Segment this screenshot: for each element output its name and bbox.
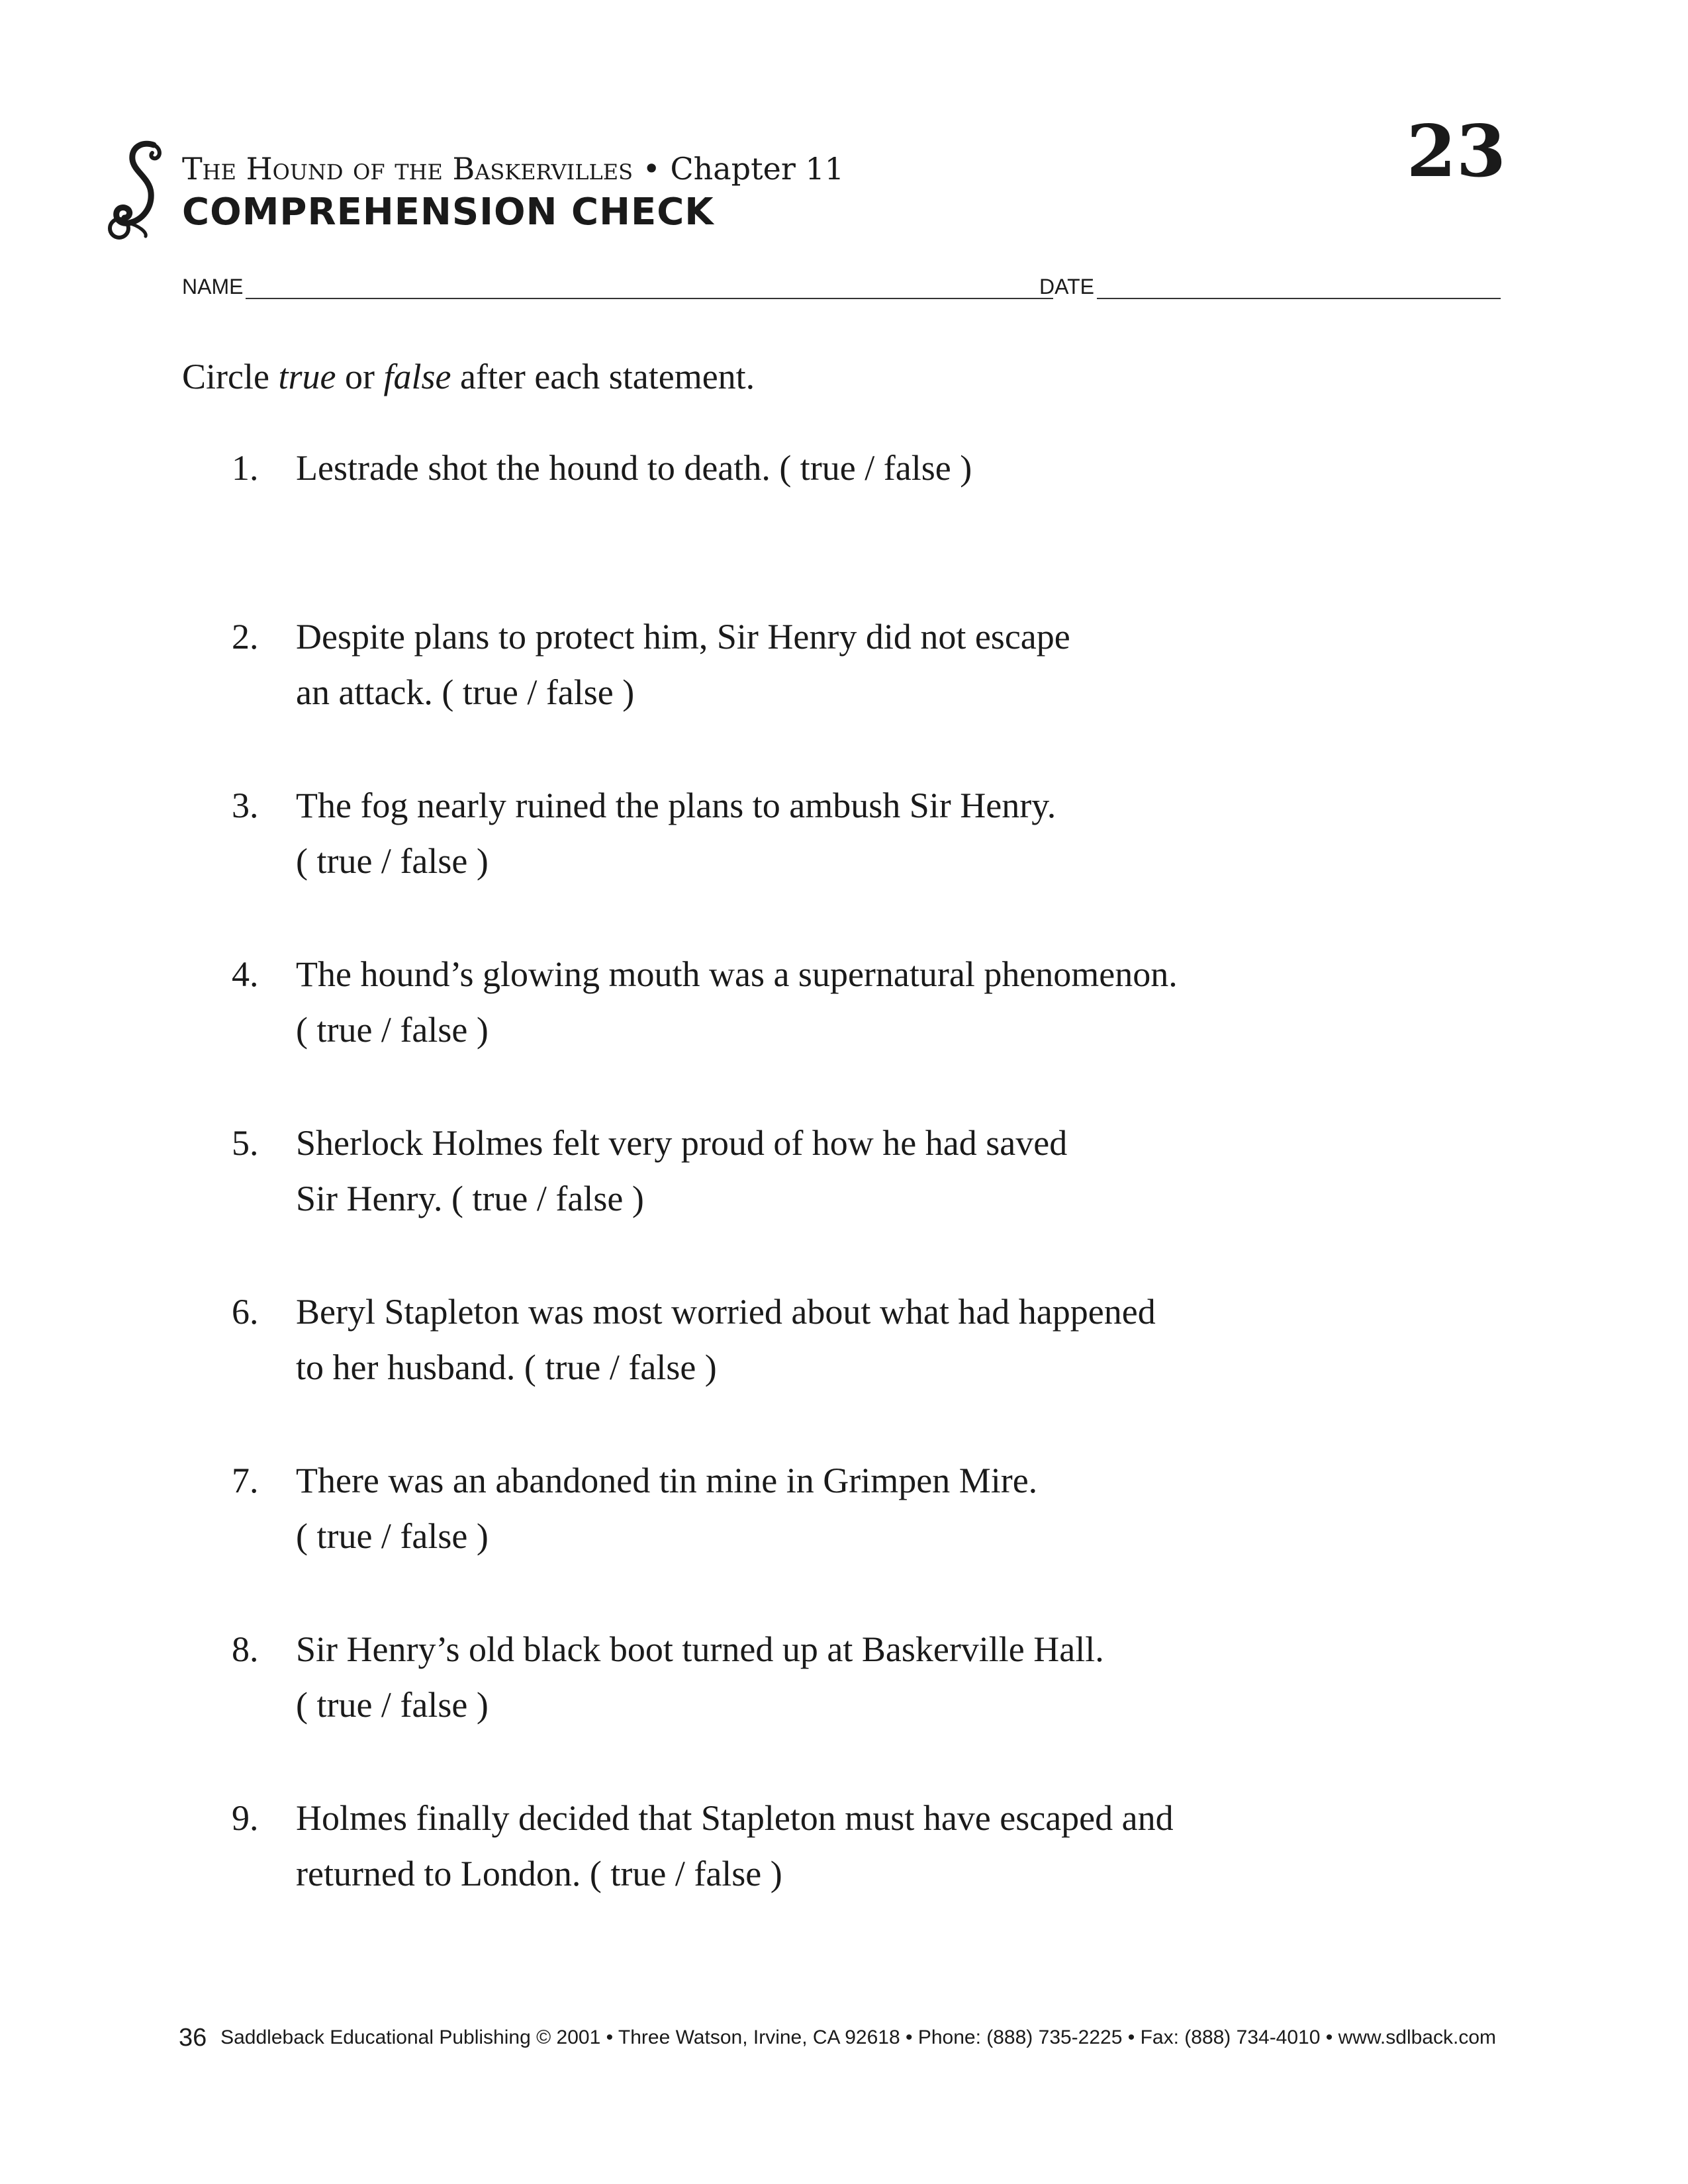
question-line[interactable]: Despite plans to protect him, Sir Henry did not escape: [296, 617, 1070, 657]
name-input-line[interactable]: [246, 275, 1053, 299]
chapter-label: Chapter 11: [670, 151, 844, 187]
instructions-suffix: after each statement.: [451, 357, 755, 396]
saddleback-logo-icon: [99, 136, 179, 242]
question-line[interactable]: The fog nearly ruined the plans to ambush Sir Henry.: [296, 786, 1056, 825]
question-number: 9.: [232, 1798, 259, 1838]
question-line[interactable]: Beryl Stapleton was most worried about what had happened: [296, 1292, 1156, 1332]
question-item: [232, 609, 1489, 720]
question-text: [296, 1115, 1489, 1226]
instructions: [182, 356, 755, 397]
question-line[interactable]: returned to London. ( true / false ): [296, 1854, 782, 1893]
question-item: [232, 1790, 1489, 1901]
question-item: [232, 1621, 1489, 1733]
question-item: [232, 778, 1489, 889]
name-label: NAME: [182, 275, 244, 298]
question-number: 2.: [232, 617, 259, 657]
instructions-true-word: true: [278, 357, 336, 396]
title-separator: •: [642, 151, 661, 187]
book-title: [182, 151, 844, 187]
instructions-false-word: false: [383, 357, 451, 396]
question-line[interactable]: ( true / false ): [296, 841, 489, 881]
question-line[interactable]: Sherlock Holmes felt very proud of how he had saved: [296, 1123, 1068, 1163]
question-line[interactable]: Sir Henry’s old black boot turned up at Baskerville Hall.: [296, 1629, 1104, 1669]
publisher-credit: Saddleback Educational Publishing © 2001 • Three Watson, Irvine, CA 92618 • Phone: (888) 735-2225 • Fax: (888) 734-4010 • www.sdlback.com: [220, 2026, 1496, 2048]
question-text: [296, 778, 1489, 889]
question-number: 1.: [232, 448, 259, 488]
sheet-number: 23: [1406, 110, 1506, 193]
question-list: [232, 440, 1489, 1959]
date-label: DATE: [1039, 275, 1094, 298]
name-field: [182, 275, 1053, 299]
question-text: [296, 609, 1489, 720]
date-input-line[interactable]: [1097, 275, 1501, 299]
question-item: [232, 1115, 1489, 1226]
question-item: [232, 1453, 1489, 1564]
question-line[interactable]: ( true / false ): [296, 1516, 489, 1556]
question-text: [296, 1621, 1489, 1733]
question-text: [296, 1453, 1489, 1564]
question-number: 7.: [232, 1461, 259, 1500]
page-number: 36: [179, 2024, 207, 2052]
instructions-prefix: Circle: [182, 357, 279, 396]
question-text: [296, 1284, 1489, 1395]
question-line[interactable]: to her husband. ( true / false ): [296, 1347, 717, 1387]
question-line[interactable]: There was an abandoned tin mine in Grimpen Mire.: [296, 1461, 1038, 1500]
instructions-middle: or: [336, 357, 384, 396]
date-field: [1039, 275, 1501, 299]
question-text: [296, 1790, 1489, 1901]
question-line[interactable]: Sir Henry. ( true / false ): [296, 1179, 644, 1218]
question-line[interactable]: an attack. ( true / false ): [296, 672, 635, 712]
book-title-text: The Hound of the Baskervilles: [182, 151, 633, 187]
question-item: [232, 946, 1489, 1058]
question-line[interactable]: Lestrade shot the hound to death. ( true / false ): [296, 448, 972, 488]
question-item: [232, 1284, 1489, 1395]
question-line[interactable]: The hound’s glowing mouth was a supernatural phenomenon.: [296, 954, 1178, 994]
question-line[interactable]: ( true / false ): [296, 1010, 489, 1050]
question-text: [296, 440, 1489, 496]
question-text: [296, 946, 1489, 1058]
question-line[interactable]: ( true / false ): [296, 1685, 489, 1725]
question-item: [232, 440, 1489, 496]
question-line[interactable]: Holmes finally decided that Stapleton must have escaped and: [296, 1798, 1174, 1838]
question-number: 5.: [232, 1123, 259, 1163]
question-number: 4.: [232, 954, 259, 994]
question-number: 3.: [232, 786, 259, 825]
section-title: COMPREHENSION CHECK: [182, 191, 714, 234]
question-number: 6.: [232, 1292, 259, 1332]
question-number: 8.: [232, 1629, 259, 1669]
